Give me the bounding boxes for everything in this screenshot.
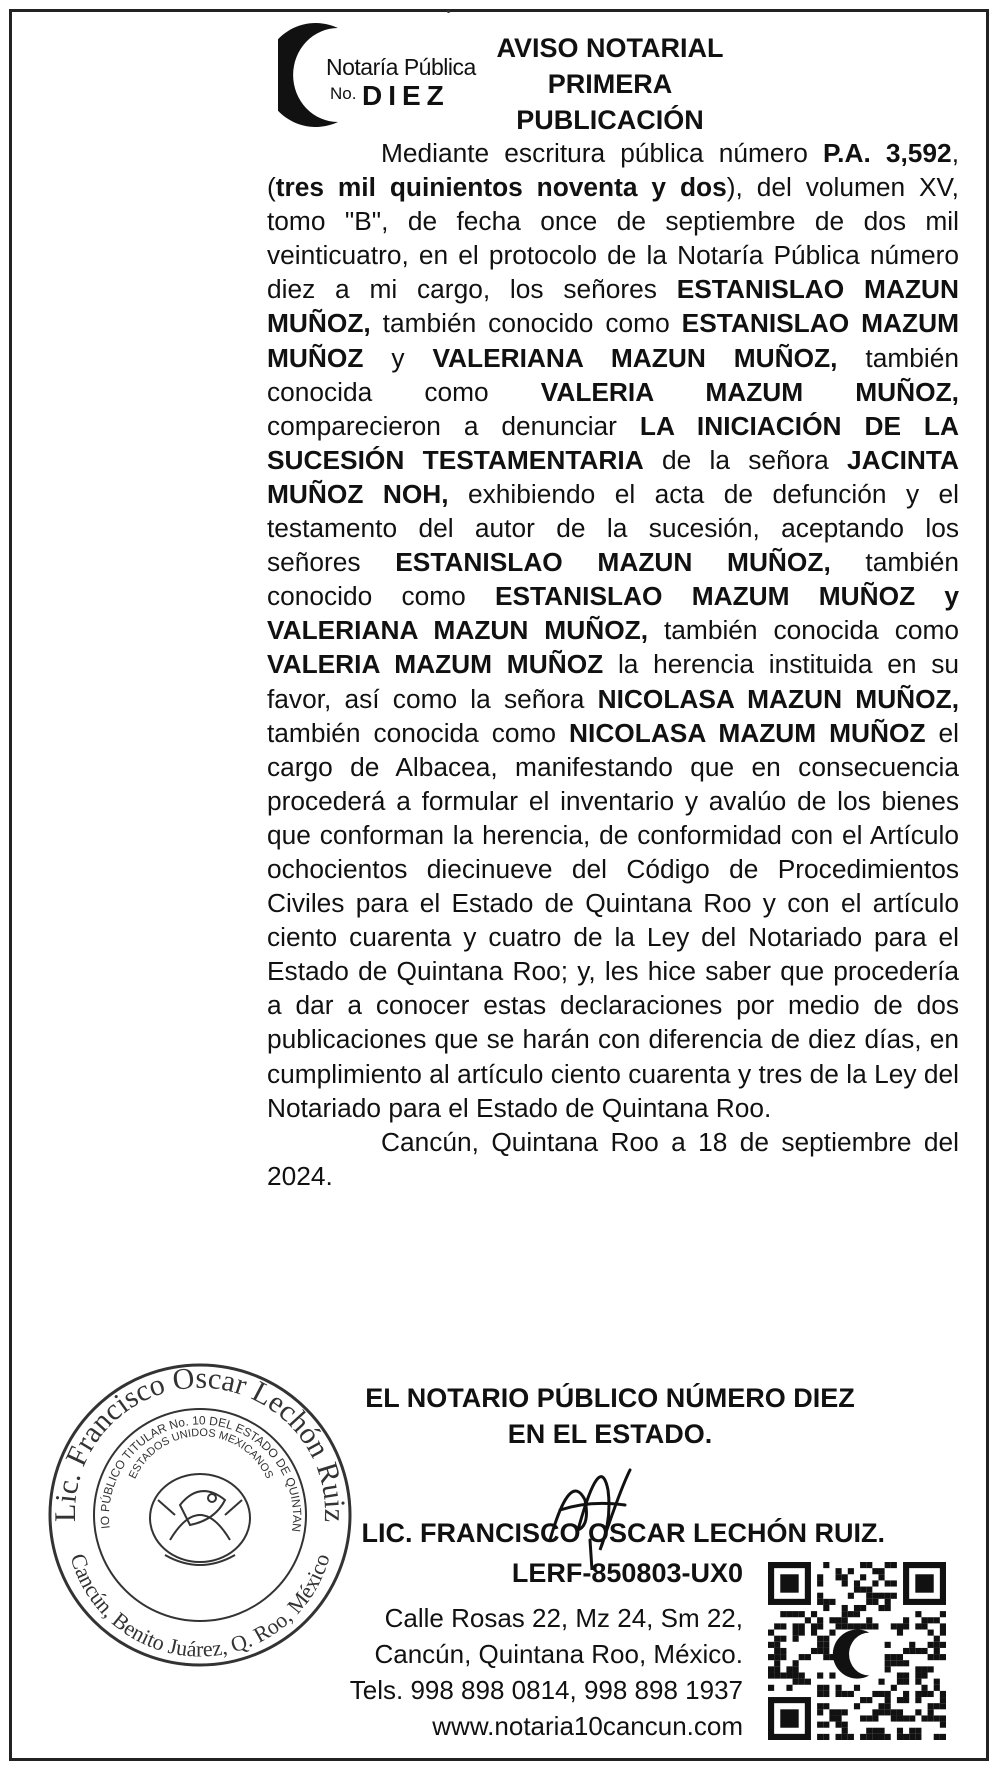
seal-outer-text: Lic. Francisco Oscar Lechón Ruiz: [48, 1361, 352, 1523]
text-segment: también conocida como: [267, 342, 959, 407]
bold-text-segment: JACINTA MUÑOZ NOH,: [267, 444, 959, 509]
text-segment: , (: [267, 138, 959, 203]
notary-name: LIC. FRANCISCO OSCAR LECHÓN RUIZ.: [361, 1518, 885, 1548]
text-segment: exhibiendo el acta de defunción y el testamento del autor de la sucesión, aceptando los señores: [267, 478, 960, 578]
logo-title: Notaría Pública: [326, 54, 476, 80]
text-segment: el cargo de Albacea, manifestando que en consecuencia procederá a formular el inventario y avalúo de los bienes que conforman la herencia, de conformidad con el Artículo ochocientos diecinueve del Código de Procedimientos Civiles para el Estado de Quintana Roo y con el artículo ciento cuarenta y cuatro de la Ley del Notariado para el Estado de Quintana Roo; y, les hice saber que procedería a dar a conocer estas declaraciones por medio de dos publicaciones que se harán con diferencia de diez días, en cumplimiento al artículo ciento cuarenta y tres de la Ley del Notariado para el Estado de Quintana Roo.: [267, 717, 959, 1123]
bold-text-segment: ESTANISLAO MAZUM MUÑOZ y VALERIANA MAZUN MUÑOZ,: [267, 581, 959, 646]
notice-body: [267, 136, 959, 1193]
eagle-emblem-icon: [150, 1474, 250, 1565]
bold-text-segment: VALERIANA MAZUN MUÑOZ,: [432, 342, 838, 373]
logo-no-label: No.: [330, 84, 357, 103]
bold-text-segment: NICOLASA MAZUM MUÑOZ: [569, 717, 926, 748]
seal-inner-text-2: ESTADOS UNIDOS MEXICANOS: [126, 1426, 276, 1481]
text-segment: comparecieron a denunciar: [267, 410, 640, 441]
bold-text-segment: P.A. 3,592: [823, 138, 952, 168]
heading-line-3: PUBLICACIÓN: [516, 105, 704, 135]
text-segment: también conocido como: [370, 308, 682, 339]
bold-text-segment: ESTANISLAO MAZUN MUÑOZ,: [267, 274, 959, 339]
text-segment: de la señora: [643, 444, 847, 475]
bold-text-segment: VALERIA MAZUM MUÑOZ: [267, 649, 604, 680]
handwritten-signature: [530, 1430, 650, 1570]
contact-info: [270, 1600, 743, 1744]
logo-number-word: DIEZ: [362, 80, 450, 111]
qr-code-icon[interactable]: [768, 1562, 946, 1740]
print-speck: [447, 10, 450, 13]
bold-text-segment: VALERIA MAZUM MUÑOZ,: [540, 376, 959, 407]
heading-line-1: AVISO NOTARIAL: [496, 33, 724, 63]
bold-text-segment: ESTANISLAO MAZUM MUÑOZ: [267, 308, 959, 373]
notary-rfc: LERF-850803-UX0: [511, 1558, 743, 1588]
text-segment: ), del volumen XV, tomo "B", de fecha once de septiembre de dos mil veinticuatro, en el protocolo de la Notaría Pública número diez a mi cargo, los señores: [267, 172, 959, 305]
text-segment: también conocida como: [267, 717, 570, 748]
text-segment: también conocida como: [648, 615, 959, 646]
bold-text-segment: tres mil quinientos noventa y dos: [275, 172, 727, 203]
address-line-1: Calle Rosas 22, Mz 24, Sm 22,: [384, 1603, 743, 1633]
main-paragraph: [267, 136, 959, 1125]
seal-bottom-text: Cancún, Benito Juárez, Q. Roo, México: [65, 1550, 335, 1662]
signature-title-line-2: EN EL ESTADO.: [507, 1419, 713, 1449]
date-paragraph: Cancún, Quintana Roo a 18 de septiembre del 2024.: [267, 1126, 959, 1191]
heading-line-2: PRIMERA: [547, 69, 673, 99]
text-segment: Mediante escritura pública número: [381, 138, 823, 168]
text-segment: la herencia instituida en su favor, así como la señora: [267, 649, 959, 714]
seal-inner-text: IO PÚBLICO TITULAR No. 10 DEL ESTADO DE QUINTAN: [97, 1413, 305, 1533]
notary-logo: [278, 20, 478, 130]
website-link[interactable]: www.notaria10cancun.com: [432, 1711, 743, 1741]
text-segment: y: [363, 342, 433, 373]
notice-heading: [470, 30, 750, 138]
bold-text-segment: ESTANISLAO MAZUN MUÑOZ,: [395, 547, 831, 578]
address-line-2: Cancún, Quintana Roo, México.: [374, 1639, 743, 1669]
bold-text-segment: LA INICIACIÓN DE LA SUCESIÓN TESTAMENTARIA: [267, 410, 959, 475]
signature-title-line-1: EL NOTARIO PÚBLICO NÚMERO DIEZ: [365, 1383, 855, 1413]
phone-numbers: Tels. 998 898 0814, 998 898 1937: [349, 1675, 743, 1705]
bold-text-segment: NICOLASA MAZUN MUÑOZ,: [597, 683, 959, 714]
text-segment: también conocido como: [267, 547, 959, 612]
